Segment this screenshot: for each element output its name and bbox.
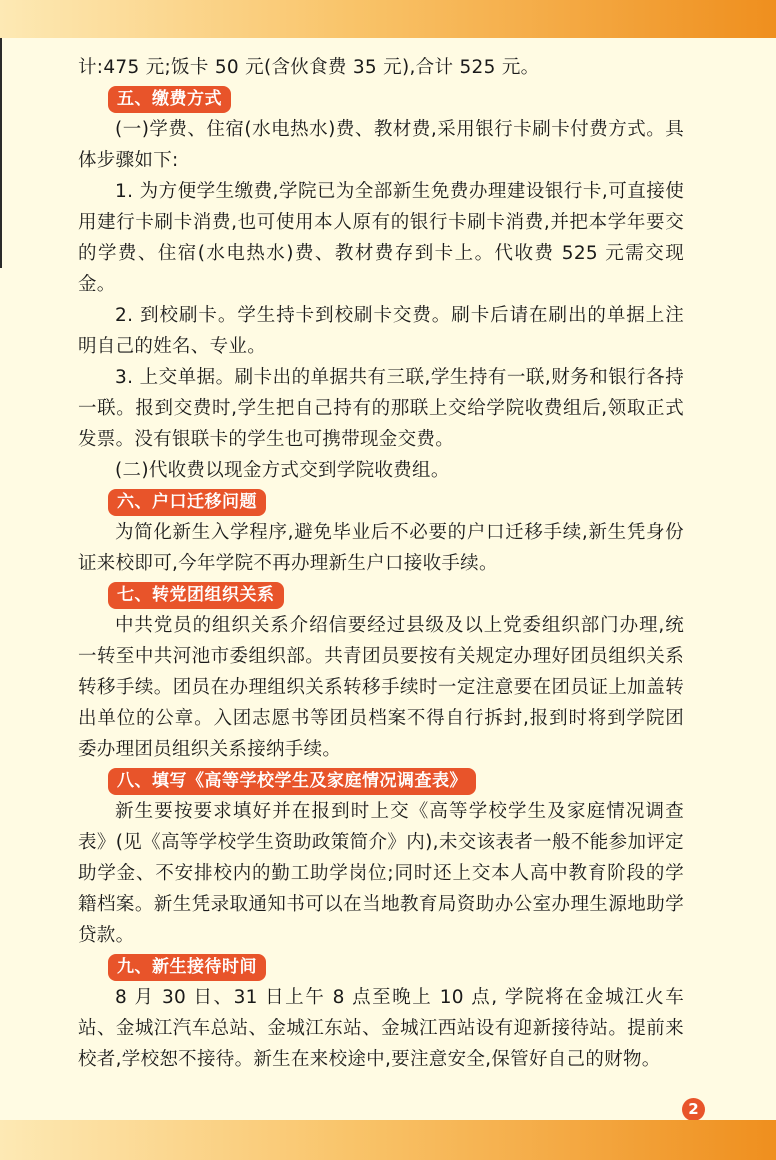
section-6 (78, 486, 684, 517)
section-heading-payment-method: 五、缴费方式 (108, 86, 231, 113)
section-9 (78, 951, 684, 982)
paragraph-survey-form: 新生要按要求填好并在报到时上交《高等学校学生及家庭情况调查表》(见《高等学校学生资助政策简介》内),未交该表者一般不能参加评定助学金、不安排校内的勤工助学岗位;同时还上交本人高中教育阶段的学籍档案。新生凭录取通知书可以在当地教育局资助办公室办理生源地助学贷款。 (78, 801, 684, 946)
paragraph-party-league: 中共党员的组织关系介绍信要经过县级及以上党委组织部门办理,统一转至中共河池市委组织部。共青团员要按有关规定办理好团员组织关系转移手续。团员在办理组织关系转移手续时一定注意要在团员证上加盖转出单位的公章。入团志愿书等团员档案不得自行拆封,报到时将到学院团委办理团员组织关系接纳手续。 (78, 615, 684, 760)
paragraph-reception-time: 8 月 30 日、31 日上午 8 点至晚上 10 点, 学院将在金城江火车站、金城江汽车总站、金城江东站、金城江西站设有迎新接待站。提前来校者,学校恕不接待。新生在来校途中,要注意安全,保管好自己的财物。 (78, 987, 684, 1070)
left-edge-line (0, 38, 2, 268)
section-heading-survey-form: 八、填写《高等学校学生及家庭情况调查表》 (108, 768, 476, 795)
paragraph-payment-1: (一)学费、住宿(水电热水)费、教材费,采用银行卡刷卡付费方式。具体步骤如下: (78, 119, 684, 171)
paragraph-payment-step-2: 2. 到校刷卡。学生持卡到校刷卡交费。刷卡后请在刷出的单据上注明自己的姓名、专业。 (78, 305, 684, 357)
section-8 (78, 765, 684, 796)
paragraph-payment-step-3: 3. 上交单据。刷卡出的单据共有三联,学生持有一联,财务和银行各持一联。报到交费时,学生把自己持有的那联上交给学院收费组后,领取正式发票。没有银联卡的学生也可携带现金交费。 (78, 367, 684, 450)
section-heading-reception-time: 九、新生接待时间 (108, 954, 266, 981)
section-heading-party-league: 七、转党团组织关系 (108, 582, 284, 609)
paragraph-hukou: 为简化新生入学程序,避免毕业后不必要的户口迁移手续,新生凭身份证来校即可,今年学院不再办理新生户口接收手续。 (78, 522, 684, 574)
section-7 (78, 579, 684, 610)
section-heading-hukou: 六、户口迁移问题 (108, 489, 266, 516)
paragraph-payment-2: (二)代收费以现金方式交到学院收费组。 (115, 460, 450, 481)
paragraph-payment-step-1: 1. 为方便学生缴费,学院已为全部新生免费办理建设银行卡,可直接使用建行卡刷卡消费,也可使用本人原有的银行卡刷卡消费,并把本学年要交的学费、住宿(水电热水)费、教材费存到卡上。代收费 525 元需交现金。 (78, 181, 684, 295)
section-5 (78, 83, 684, 114)
top-decorative-band (0, 0, 776, 38)
page-number-badge: 2 (682, 1098, 705, 1121)
document-body (78, 52, 684, 1075)
paragraph-fees-total: 计:475 元;饭卡 50 元(含伙食费 35 元),合计 525 元。 (78, 57, 540, 78)
bottom-decorative-band (0, 1120, 776, 1160)
